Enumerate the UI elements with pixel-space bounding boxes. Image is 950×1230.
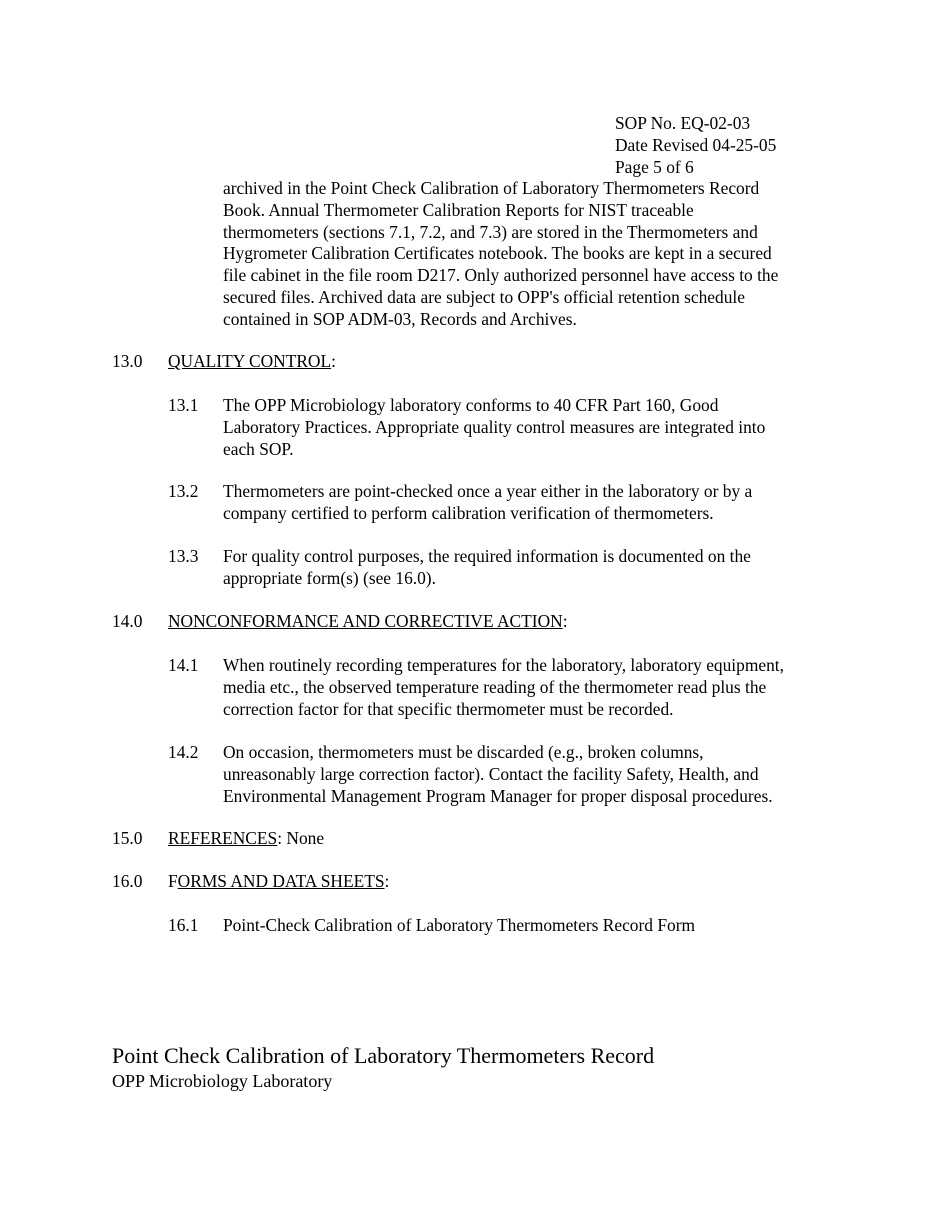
item-number: 14.2 [168,742,199,762]
item-number: 14.1 [168,655,199,675]
section-suffix: : None [277,828,325,848]
date-revised: Date Revised 04-25-05 [615,134,777,155]
section-title: NONCONFORMANCE AND CORRECTIVE ACTION [168,611,563,631]
text-line: Book. Annual Thermometer Calibration Reports for NIST traceable [223,199,694,220]
section-title: REFERENCES [168,828,278,848]
text-line: file cabinet in the file room D217. Only authorized personnel have access to the [223,265,779,286]
form-subtitle: OPP Microbiology Laboratory [112,1071,333,1091]
text-line: Laboratory Practices. Appropriate quality control measures are integrated into [223,416,766,437]
text-line: Environmental Management Program Manager for proper disposal procedures. [223,785,773,806]
section-suffix: : [562,611,568,631]
item-number: 13.3 [168,546,199,566]
text-line: correction factor for that specific thermometer must be recorded. [223,698,674,719]
text-line: contained in SOP ADM-03, Records and Archives. [223,308,577,329]
item-number: 13.1 [168,395,199,415]
sop-number: SOP No. EQ-02-03 [615,113,751,133]
section-16-heading [112,871,872,893]
text-line: The OPP Microbiology laboratory conforms to 40 CFR Part 160, Good [223,395,719,415]
item-13-1 [168,395,838,460]
text-line: secured files. Archived data are subject to OPP's official retention schedule [223,286,745,307]
text-line: thermometers (sections 7.1, 7.2, and 7.3) are stored in the Thermometers and [223,221,758,242]
text-line: archived in the Point Check Calibration of Laboratory Thermometers Record [223,178,760,198]
item-16-1 [168,915,838,937]
text-line: company certified to perform calibration verification of thermometers. [223,502,714,523]
section-title-prefix: F [168,871,178,891]
text-line: Point-Check Calibration of Laboratory Thermometers Record Form [223,915,696,935]
continuation-paragraph [223,178,838,331]
text-line: each SOP. [223,438,294,459]
text-line: Hygrometer Calibration Certificates notebook. The books are kept in a secured [223,243,772,264]
text-line: Thermometers are point-checked once a year either in the laboratory or by a [223,481,753,501]
section-number: 14.0 [112,611,143,631]
section-title: ORMS AND DATA SHEETS [177,871,385,891]
section-suffix: : [331,351,336,371]
section-number: 13.0 [112,351,143,371]
item-14-2 [168,742,838,807]
item-13-2 [168,481,838,525]
section-14-heading [112,611,872,633]
text-line: unreasonably large correction factor). Contact the facility Safety, Health, and [223,763,759,784]
section-number: 16.0 [112,871,143,891]
item-14-1 [168,655,838,720]
text-line: For quality control purposes, the required information is documented on the [223,546,751,566]
text-line: On occasion, thermometers must be discarded (e.g., broken columns, [223,742,704,762]
text-line: appropriate form(s) (see 16.0). [223,567,436,588]
text-line: When routinely recording temperatures for the laboratory, laboratory equipment, [223,655,784,675]
section-suffix: : [384,871,390,891]
item-13-3 [168,546,838,590]
item-number: 16.1 [168,915,199,935]
section-13-heading [112,351,872,373]
item-number: 13.2 [168,481,199,501]
form-title: Point Check Calibration of Laboratory Thermometers Record [112,1043,655,1068]
document-header [615,113,915,178]
section-title: QUALITY CONTROL [168,351,332,371]
text-line: media etc., the observed temperature reading of the thermometer read plus the [223,676,767,697]
section-number: 15.0 [112,828,143,848]
page-number: Page 5 of 6 [615,156,694,177]
section-15-heading [112,828,872,850]
